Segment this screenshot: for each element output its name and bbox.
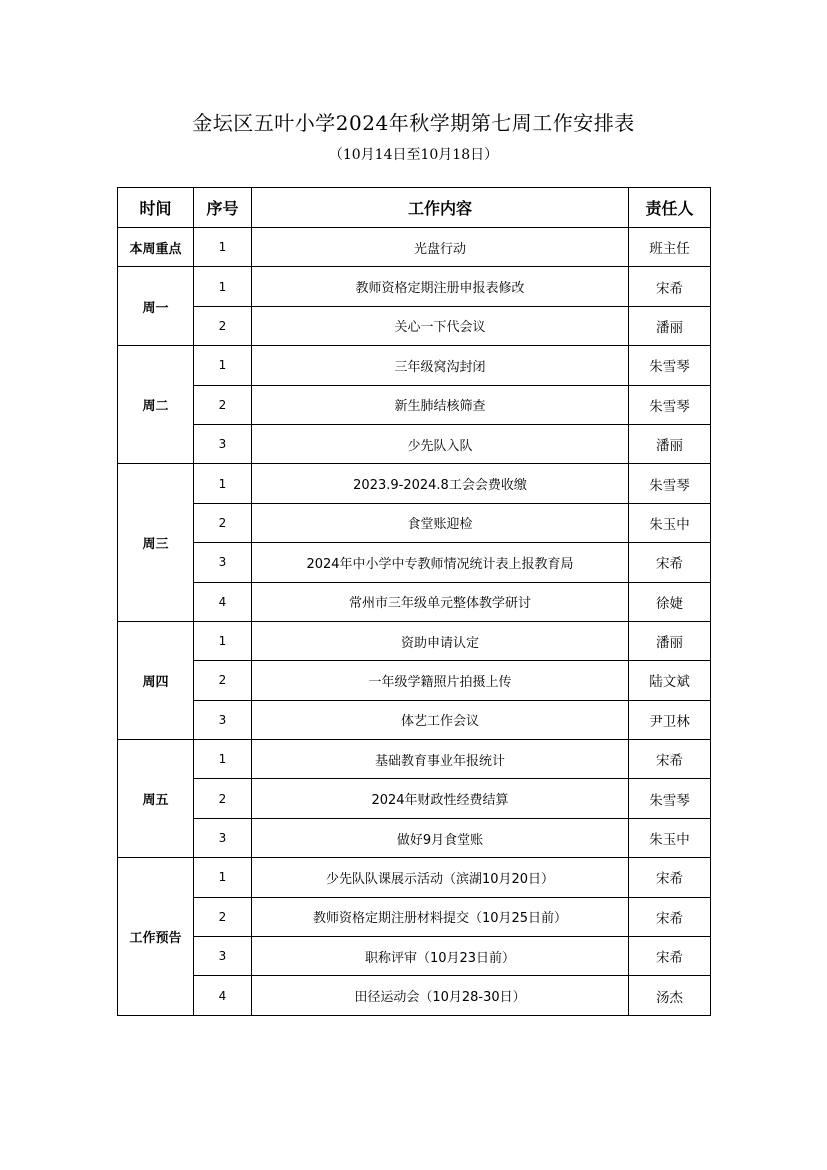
table-row	[118, 346, 711, 385]
owner-cell: 宋希	[629, 543, 711, 582]
sequence-cell: 2	[194, 503, 252, 542]
sequence-cell: 1	[194, 858, 252, 897]
sequence-cell: 3	[194, 543, 252, 582]
task-content-cell: 一年级学籍照片拍摄上传	[252, 661, 629, 700]
task-content-cell: 职称评审（10月23日前）	[252, 937, 629, 976]
sequence-cell: 3	[194, 818, 252, 857]
sequence-cell: 2	[194, 897, 252, 936]
task-content-cell: 少先队入队	[252, 424, 629, 463]
sequence-cell: 1	[194, 621, 252, 660]
task-content-cell: 资助申请认定	[252, 621, 629, 660]
table-row	[118, 424, 711, 463]
owner-cell: 朱雪琴	[629, 346, 711, 385]
owner-cell: 潘丽	[629, 424, 711, 463]
day-cell: 工作预告	[118, 858, 194, 1016]
header-content: 工作内容	[252, 188, 629, 228]
header-row	[118, 188, 711, 228]
table-row	[118, 621, 711, 660]
table-row	[118, 543, 711, 582]
sequence-cell: 1	[194, 740, 252, 779]
owner-cell: 宋希	[629, 897, 711, 936]
owner-cell: 朱玉中	[629, 503, 711, 542]
task-content-cell: 2023.9-2024.8工会会费收缴	[252, 464, 629, 503]
sequence-cell: 4	[194, 582, 252, 621]
task-content-cell: 基础教育事业年报统计	[252, 740, 629, 779]
owner-cell: 朱雪琴	[629, 464, 711, 503]
owner-cell: 朱玉中	[629, 818, 711, 857]
table-row	[118, 306, 711, 345]
task-content-cell: 2024年财政性经费结算	[252, 779, 629, 818]
task-content-cell: 教师资格定期注册申报表修改	[252, 267, 629, 306]
table-row	[118, 937, 711, 976]
owner-cell: 陆文斌	[629, 661, 711, 700]
owner-cell: 潘丽	[629, 306, 711, 345]
day-cell: 本周重点	[118, 228, 194, 267]
sequence-cell: 1	[194, 228, 252, 267]
owner-cell: 朱雪琴	[629, 385, 711, 424]
task-content-cell: 少先队队课展示活动（滨湖10月20日）	[252, 858, 629, 897]
task-content-cell: 关心一下代会议	[252, 306, 629, 345]
day-cell: 周三	[118, 464, 194, 622]
task-content-cell: 体艺工作会议	[252, 700, 629, 739]
sequence-cell: 2	[194, 661, 252, 700]
task-content-cell: 食堂账迎检	[252, 503, 629, 542]
sequence-cell: 3	[194, 937, 252, 976]
table-row	[118, 740, 711, 779]
table-row	[118, 818, 711, 857]
sequence-cell: 2	[194, 779, 252, 818]
table-row	[118, 582, 711, 621]
date-range-subtitle: （10月14日至10月18日）	[328, 147, 499, 163]
task-content-cell: 教师资格定期注册材料提交（10月25日前）	[252, 897, 629, 936]
sequence-cell: 4	[194, 976, 252, 1015]
work-schedule-table	[117, 187, 711, 1016]
owner-cell: 宋希	[629, 858, 711, 897]
sequence-cell: 1	[194, 464, 252, 503]
task-content-cell: 2024年中小学中专教师情况统计表上报教育局	[252, 543, 629, 582]
table-row	[118, 779, 711, 818]
task-content-cell: 田径运动会（10月28-30日）	[252, 976, 629, 1015]
page-title: 金坛区五叶小学2024年秋学期第七周工作安排表	[192, 111, 635, 135]
owner-cell: 宋希	[629, 740, 711, 779]
task-content-cell: 做好9月食堂账	[252, 818, 629, 857]
table-row	[118, 661, 711, 700]
day-cell: 周五	[118, 740, 194, 858]
sequence-cell: 2	[194, 385, 252, 424]
table-row	[118, 464, 711, 503]
owner-cell: 潘丽	[629, 621, 711, 660]
task-content-cell: 光盘行动	[252, 228, 629, 267]
table-row	[118, 503, 711, 542]
owner-cell: 宋希	[629, 267, 711, 306]
sequence-cell: 3	[194, 424, 252, 463]
sequence-cell: 1	[194, 346, 252, 385]
day-cell: 周二	[118, 346, 194, 464]
owner-cell: 朱雪琴	[629, 779, 711, 818]
owner-cell: 班主任	[629, 228, 711, 267]
header-time: 时间	[118, 188, 194, 228]
table-row	[118, 267, 711, 306]
table-row	[118, 976, 711, 1015]
owner-cell: 尹卫林	[629, 700, 711, 739]
schedule-body	[118, 228, 711, 1016]
task-content-cell: 新生肺结核筛查	[252, 385, 629, 424]
sequence-cell: 3	[194, 700, 252, 739]
sequence-cell: 1	[194, 267, 252, 306]
table-row	[118, 897, 711, 936]
owner-cell: 宋希	[629, 937, 711, 976]
owner-cell: 汤杰	[629, 976, 711, 1015]
day-cell: 周一	[118, 267, 194, 346]
table-row	[118, 858, 711, 897]
header-owner: 责任人	[629, 188, 711, 228]
table-row	[118, 228, 711, 267]
day-cell: 周四	[118, 621, 194, 739]
owner-cell: 徐婕	[629, 582, 711, 621]
task-content-cell: 常州市三年级单元整体教学研讨	[252, 582, 629, 621]
header-number: 序号	[194, 188, 252, 228]
task-content-cell: 三年级窝沟封闭	[252, 346, 629, 385]
table-row	[118, 700, 711, 739]
table-row	[118, 385, 711, 424]
sequence-cell: 2	[194, 306, 252, 345]
